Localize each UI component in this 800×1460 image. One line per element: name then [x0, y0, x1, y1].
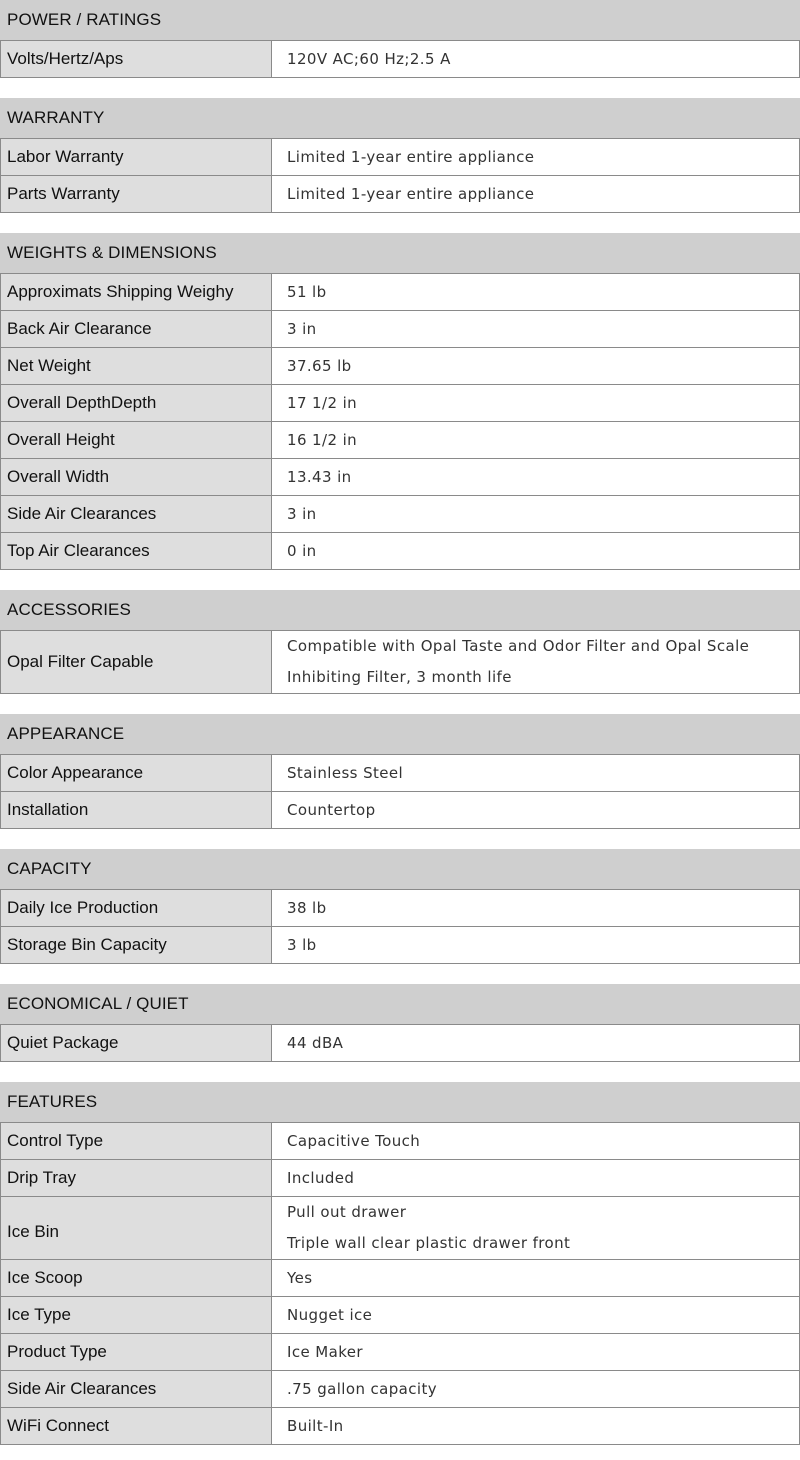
spec-value	[272, 1260, 800, 1297]
spec-label: Storage Bin Capacity	[1, 927, 272, 964]
spec-label: Back Air Clearance	[1, 311, 272, 348]
spec-value-line: Compatible with Opal Taste and Odor Filter and Opal Scale	[287, 637, 750, 655]
spec-value-line: Limited 1-year entire appliance	[287, 185, 535, 203]
spec-table	[0, 754, 800, 829]
spec-value	[272, 1025, 800, 1062]
spec-value-line: Nugget ice	[287, 1306, 373, 1324]
spec-row-drip-tray	[1, 1160, 800, 1197]
spec-row-labor-warranty	[1, 139, 800, 176]
spec-value	[272, 311, 800, 348]
spec-row-daily-ice-production	[1, 890, 800, 927]
section-accessories	[0, 590, 800, 694]
spec-value	[272, 1160, 800, 1197]
spec-value-line: 0 in	[287, 542, 317, 560]
spec-row-overall-width	[1, 459, 800, 496]
spec-value	[272, 139, 800, 176]
spec-table	[0, 40, 800, 78]
spec-value	[272, 631, 800, 694]
spec-row-color-appearance	[1, 755, 800, 792]
spec-value	[272, 274, 800, 311]
spec-value-line: 44 dBA	[287, 1034, 344, 1052]
spec-label: Parts Warranty	[1, 176, 272, 213]
spec-row-approximats-shipping-weighy	[1, 274, 800, 311]
section-title: ECONOMICAL / QUIET	[0, 984, 800, 1024]
spec-value-line: Stainless Steel	[287, 764, 404, 782]
spec-row-side-air-clearances	[1, 1371, 800, 1408]
spec-table	[0, 273, 800, 570]
spec-value	[272, 755, 800, 792]
spec-value	[272, 927, 800, 964]
spec-table	[0, 1122, 800, 1445]
spec-row-parts-warranty	[1, 176, 800, 213]
spec-value	[272, 1123, 800, 1160]
spec-value-line: .75 gallon capacity	[287, 1380, 438, 1398]
spec-row-control-type	[1, 1123, 800, 1160]
section-power-ratings	[0, 0, 800, 78]
spec-value	[272, 385, 800, 422]
spec-value-line: Triple wall clear plastic drawer front	[287, 1234, 571, 1252]
section-title: WARRANTY	[0, 98, 800, 138]
spec-label: Quiet Package	[1, 1025, 272, 1062]
section-economical-quiet	[0, 984, 800, 1062]
section-title: ACCESSORIES	[0, 590, 800, 630]
spec-value	[272, 496, 800, 533]
spec-label: Product Type	[1, 1334, 272, 1371]
spec-row-ice-scoop	[1, 1260, 800, 1297]
spec-value-line: 120V AC;60 Hz;2.5 A	[287, 50, 451, 68]
section-title: FEATURES	[0, 1082, 800, 1122]
spec-label: Opal Filter Capable	[1, 631, 272, 694]
spec-label: Ice Bin	[1, 1197, 272, 1260]
spec-row-net-weight	[1, 348, 800, 385]
section-title: APPEARANCE	[0, 714, 800, 754]
spec-value	[272, 1408, 800, 1445]
spec-value-line: 3 in	[287, 505, 317, 523]
spec-value	[272, 422, 800, 459]
spec-label: Top Air Clearances	[1, 533, 272, 570]
spec-value-line: 17 1/2 in	[287, 394, 358, 412]
section-warranty	[0, 98, 800, 213]
spec-row-back-air-clearance	[1, 311, 800, 348]
spec-value	[272, 1297, 800, 1334]
spec-label: Color Appearance	[1, 755, 272, 792]
spec-value	[272, 459, 800, 496]
spec-label: Drip Tray	[1, 1160, 272, 1197]
spec-row-ice-type	[1, 1297, 800, 1334]
spec-value	[272, 41, 800, 78]
spec-value	[272, 890, 800, 927]
spec-row-installation	[1, 792, 800, 829]
spec-value	[272, 1371, 800, 1408]
spec-row-volts-hertz-aps	[1, 41, 800, 78]
spec-label: Control Type	[1, 1123, 272, 1160]
spec-value-line: 3 in	[287, 320, 317, 338]
spec-row-product-type	[1, 1334, 800, 1371]
spec-label: Ice Scoop	[1, 1260, 272, 1297]
spec-value	[272, 792, 800, 829]
section-features	[0, 1082, 800, 1445]
section-capacity	[0, 849, 800, 964]
spec-value	[272, 1197, 800, 1260]
spec-value	[272, 1334, 800, 1371]
spec-value-line: Built-In	[287, 1417, 344, 1435]
spec-label: Overall DepthDepth	[1, 385, 272, 422]
spec-label: Installation	[1, 792, 272, 829]
spec-label: Overall Width	[1, 459, 272, 496]
spec-table	[0, 138, 800, 213]
spec-label: Ice Type	[1, 1297, 272, 1334]
section-weights-dimensions	[0, 233, 800, 570]
spec-row-wifi-connect	[1, 1408, 800, 1445]
spec-label: Net Weight	[1, 348, 272, 385]
spec-value-line: 13.43 in	[287, 468, 352, 486]
spec-value-line: 16 1/2 in	[287, 431, 358, 449]
spec-value-line: Pull out drawer	[287, 1203, 407, 1221]
spec-value	[272, 533, 800, 570]
spec-label: WiFi Connect	[1, 1408, 272, 1445]
spec-value-line: Countertop	[287, 801, 376, 819]
spec-row-opal-filter-capable	[1, 631, 800, 694]
spec-value-line: Limited 1-year entire appliance	[287, 148, 535, 166]
spec-table	[0, 889, 800, 964]
spec-label: Volts/Hertz/Aps	[1, 41, 272, 78]
spec-table	[0, 630, 800, 694]
spec-row-top-air-clearances	[1, 533, 800, 570]
spec-value-line: Ice Maker	[287, 1343, 363, 1361]
spec-value-line: Capacitive Touch	[287, 1132, 421, 1150]
spec-label: Side Air Clearances	[1, 496, 272, 533]
spec-row-quiet-package	[1, 1025, 800, 1062]
spec-label: Approximats Shipping Weighy	[1, 274, 272, 311]
spec-value	[272, 348, 800, 385]
spec-label: Daily Ice Production	[1, 890, 272, 927]
section-title: POWER / RATINGS	[0, 0, 800, 40]
spec-row-side-air-clearances	[1, 496, 800, 533]
spec-row-ice-bin	[1, 1197, 800, 1260]
section-title: CAPACITY	[0, 849, 800, 889]
spec-row-storage-bin-capacity	[1, 927, 800, 964]
spec-value-line: 37.65 lb	[287, 357, 352, 375]
section-appearance	[0, 714, 800, 829]
spec-label: Overall Height	[1, 422, 272, 459]
spec-table	[0, 1024, 800, 1062]
spec-value-line: Inhibiting Filter, 3 month life	[287, 668, 512, 686]
spec-value-line: 51 lb	[287, 283, 327, 301]
spec-value-line: Included	[287, 1169, 355, 1187]
spec-value-line: 38 lb	[287, 899, 327, 917]
spec-value	[272, 176, 800, 213]
spec-label: Side Air Clearances	[1, 1371, 272, 1408]
spec-label: Labor Warranty	[1, 139, 272, 176]
spec-value-line: 3 lb	[287, 936, 317, 954]
spec-row-overall-depthdepth	[1, 385, 800, 422]
spec-value-line: Yes	[287, 1269, 313, 1287]
spec-row-overall-height	[1, 422, 800, 459]
section-title: WEIGHTS & DIMENSIONS	[0, 233, 800, 273]
